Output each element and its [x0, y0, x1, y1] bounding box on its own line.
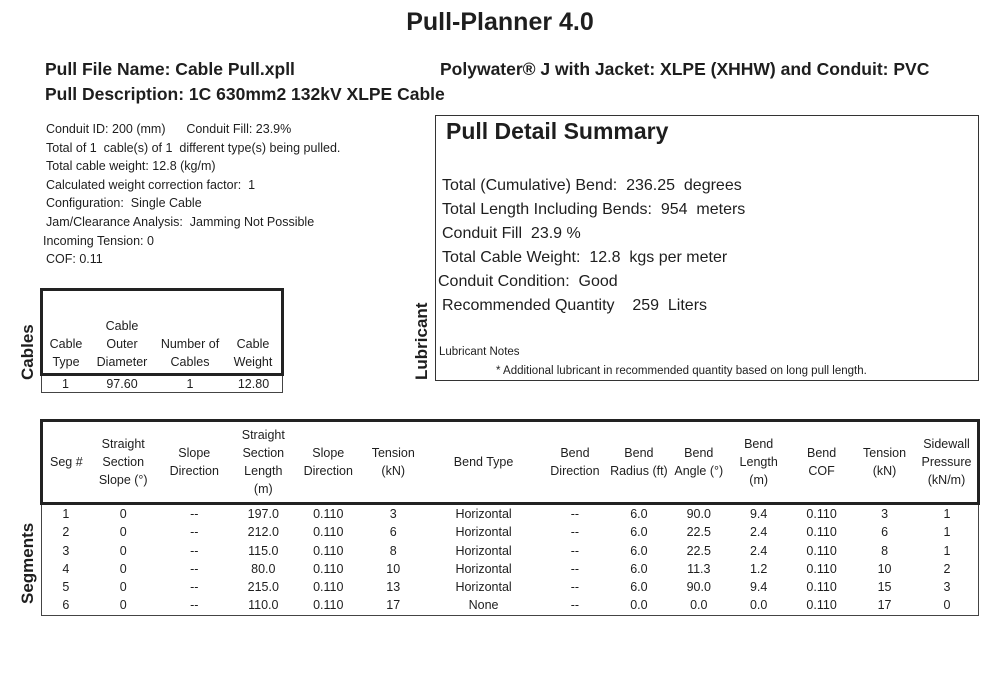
cell: 8 [881, 543, 889, 558]
cell: 80.0 [251, 561, 276, 576]
cell: 1 [62, 507, 70, 521]
lubricant-spec: Polywater® J with Jacket: XLPE (XHHW) and Conduit: PVC [440, 59, 930, 79]
summary-title: Pull Detail Summary [446, 118, 669, 144]
info-configuration: Configuration: Single Cable [46, 196, 202, 211]
col-bend-radius: Bend Radius (ft) [610, 446, 668, 478]
cell: 6.0 [630, 525, 648, 540]
cell: -- [570, 598, 580, 613]
segment-row [42, 542, 979, 560]
cell: 15 [877, 580, 892, 595]
cell: 3 [881, 507, 889, 521]
cables-header-row [42, 290, 283, 375]
cell: Horizontal [455, 507, 512, 521]
segment-row [42, 596, 979, 615]
summary-conduit-condition: Conduit Condition: Good [438, 273, 618, 290]
col-tension: Tension (kN) [371, 446, 415, 478]
page-title: Pull-Planner 4.0 [406, 8, 594, 36]
cell: 0.0 [749, 598, 768, 613]
cell: 0.110 [313, 507, 344, 521]
cell: 13 [386, 580, 401, 595]
cell: 1 [943, 525, 951, 540]
cables-table [40, 288, 284, 393]
pull-description: Pull Description: 1C 630mm2 132kV XLPE Cable [45, 84, 445, 104]
cell: -- [190, 507, 199, 521]
cell: 1 [943, 507, 951, 521]
segments-table [40, 419, 980, 616]
cell: 17 [386, 598, 401, 613]
cell: None [468, 598, 499, 613]
cell: 0.110 [806, 561, 837, 576]
cell: 11.3 [687, 561, 711, 576]
cell: Horizontal [455, 561, 512, 576]
cell: 90.0 [686, 580, 711, 595]
cell: 115.0 [248, 543, 279, 558]
cell: 0.110 [313, 580, 344, 595]
cell: -- [190, 580, 199, 595]
info-cable-weight: Total cable weight: 12.8 (kg/m) [46, 159, 216, 174]
cell: 9.4 [749, 580, 768, 595]
cell: 2.4 [749, 525, 768, 540]
cell: -- [190, 525, 199, 540]
cell: 1 [943, 543, 951, 558]
summary-conduit-fill: Conduit Fill 23.9 % [442, 225, 581, 242]
cell: 0.110 [806, 598, 837, 613]
col-bend-length: Bend Length (m) [739, 437, 778, 487]
summary-cable-weight: Total Cable Weight: 12.8 kgs per meter [442, 249, 728, 266]
cell: 5 [62, 580, 70, 595]
pull-file-name: Pull File Name: Cable Pull.xpll [45, 59, 295, 79]
pull-info-block [43, 120, 341, 269]
cell: -- [570, 543, 580, 558]
segment-row [42, 578, 979, 596]
cell: 1.2 [749, 561, 768, 576]
summary-lines [438, 174, 746, 318]
cell: 6 [389, 525, 397, 540]
cell: 6 [881, 525, 889, 540]
cell: 212.0 [247, 525, 279, 540]
cell: 110.0 [248, 598, 279, 613]
segment-row [42, 560, 979, 578]
pull-detail-summary [435, 115, 979, 381]
lubricant-section-label: Lubricant [412, 302, 431, 380]
cell: 0.110 [313, 543, 344, 558]
col-slope-direction: Slope Direction [169, 446, 219, 478]
segment-row [42, 504, 979, 524]
info-weight-correction: Calculated weight correction factor: 1 [46, 177, 256, 192]
cell: 0 [119, 543, 127, 558]
cell: -- [570, 580, 580, 595]
segments-body [42, 504, 979, 616]
cell: 6.0 [630, 561, 648, 576]
cell: 0 [119, 598, 127, 613]
cell: 0 [943, 598, 951, 613]
col-number-of-cables: Number of Cables [160, 337, 220, 369]
cell: -- [190, 598, 199, 613]
cell: 1 [62, 377, 69, 391]
cell: 6.0 [630, 507, 648, 521]
cell: 0.110 [313, 561, 344, 576]
col-straight-length: Straight Section Length (m) [241, 428, 285, 496]
cell: 0.110 [806, 543, 837, 558]
col-bend-angle: Bend Angle (°) [674, 446, 724, 478]
cell: 0 [119, 525, 127, 540]
cell: 3 [389, 507, 397, 521]
cell: 22.5 [686, 543, 711, 558]
info-conduit: Conduit ID: 200 (mm) Conduit Fill: 23.9% [46, 122, 292, 136]
cell: 8 [389, 543, 397, 558]
col-seg-number: Seg # [50, 455, 83, 469]
info-cable-count: Total of 1 cable(s) of 1 different type(s) being pulled. [46, 140, 341, 155]
cell: -- [190, 561, 199, 576]
col-straight-slope: Straight Section Slope (°) [98, 437, 148, 487]
cell: 197.0 [247, 507, 279, 521]
cell: 0.0 [690, 598, 708, 613]
cables-row [42, 375, 283, 393]
summary-total-bend: Total (Cumulative) Bend: 236.25 degrees [442, 177, 742, 194]
cell: 12.80 [237, 377, 270, 391]
cell: 2 [943, 561, 951, 576]
cell: 10 [386, 561, 401, 576]
cell: 17 [877, 598, 892, 613]
cell: 0.110 [313, 598, 344, 613]
cell: 0.110 [806, 507, 837, 521]
col-bend-cof: Bend COF [807, 446, 837, 478]
cell: 3 [943, 580, 951, 595]
cell: 0 [119, 580, 127, 595]
col-slope-direction-2: Slope Direction [303, 446, 353, 478]
lubricant-notes-label: Lubricant Notes [439, 346, 520, 358]
cell: -- [190, 543, 199, 558]
cell: 3 [62, 543, 70, 558]
cell: 2 [62, 525, 70, 540]
cell: 215.0 [247, 580, 279, 595]
info-jam-analysis: Jam/Clearance Analysis: Jamming Not Possible [46, 214, 315, 229]
col-tension-2: Tension (kN) [863, 446, 907, 478]
cell: 0 [119, 561, 127, 576]
summary-total-length: Total Length Including Bends: 954 meters [442, 201, 746, 218]
cell: 6 [62, 598, 70, 613]
cell: 0.110 [806, 580, 837, 595]
col-sidewall-pressure: Sidewall Pressure (kN/m) [921, 437, 972, 487]
cell: Horizontal [455, 543, 512, 558]
cell: 22.5 [686, 525, 711, 540]
cell: -- [570, 561, 580, 576]
cell: 0.110 [806, 525, 837, 540]
cell: 10 [877, 561, 892, 576]
segments-header-row [42, 421, 979, 504]
info-incoming-tension: Incoming Tension: 0 [43, 233, 154, 248]
cell: 0.110 [313, 525, 344, 540]
cell: 0 [119, 507, 127, 521]
info-cof: COF: 0.11 [46, 252, 103, 267]
cell: 90.0 [686, 507, 711, 521]
col-cable-type: Cable Type [49, 337, 83, 369]
cell: 0.0 [630, 598, 648, 613]
cell: -- [570, 507, 580, 521]
cell: 2.4 [749, 543, 768, 558]
cell: 1 [186, 377, 194, 391]
cell: 9.4 [749, 507, 768, 521]
cell: 4 [62, 561, 70, 576]
col-bend-direction: Bend Direction [550, 446, 600, 478]
cell: Horizontal [455, 580, 512, 595]
summary-recommended-quantity: Recommended Quantity 259 Liters [442, 297, 708, 314]
lubricant-note: * Additional lubricant in recommended quantity based on long pull length. [496, 365, 867, 377]
segments-section-label: Segments [18, 522, 37, 604]
cell: 6.0 [630, 580, 648, 595]
col-cable-outer-diameter: Cable Outer Diameter [96, 319, 148, 369]
cell: Horizontal [455, 525, 512, 540]
cables-section-label: Cables [18, 324, 37, 380]
col-cable-weight: Cable Weight [233, 337, 273, 369]
segment-row [42, 523, 979, 541]
col-bend-type: Bend Type [453, 455, 514, 469]
cell: -- [570, 525, 580, 540]
cell: 6.0 [630, 543, 648, 558]
cell: 97.60 [106, 377, 138, 391]
